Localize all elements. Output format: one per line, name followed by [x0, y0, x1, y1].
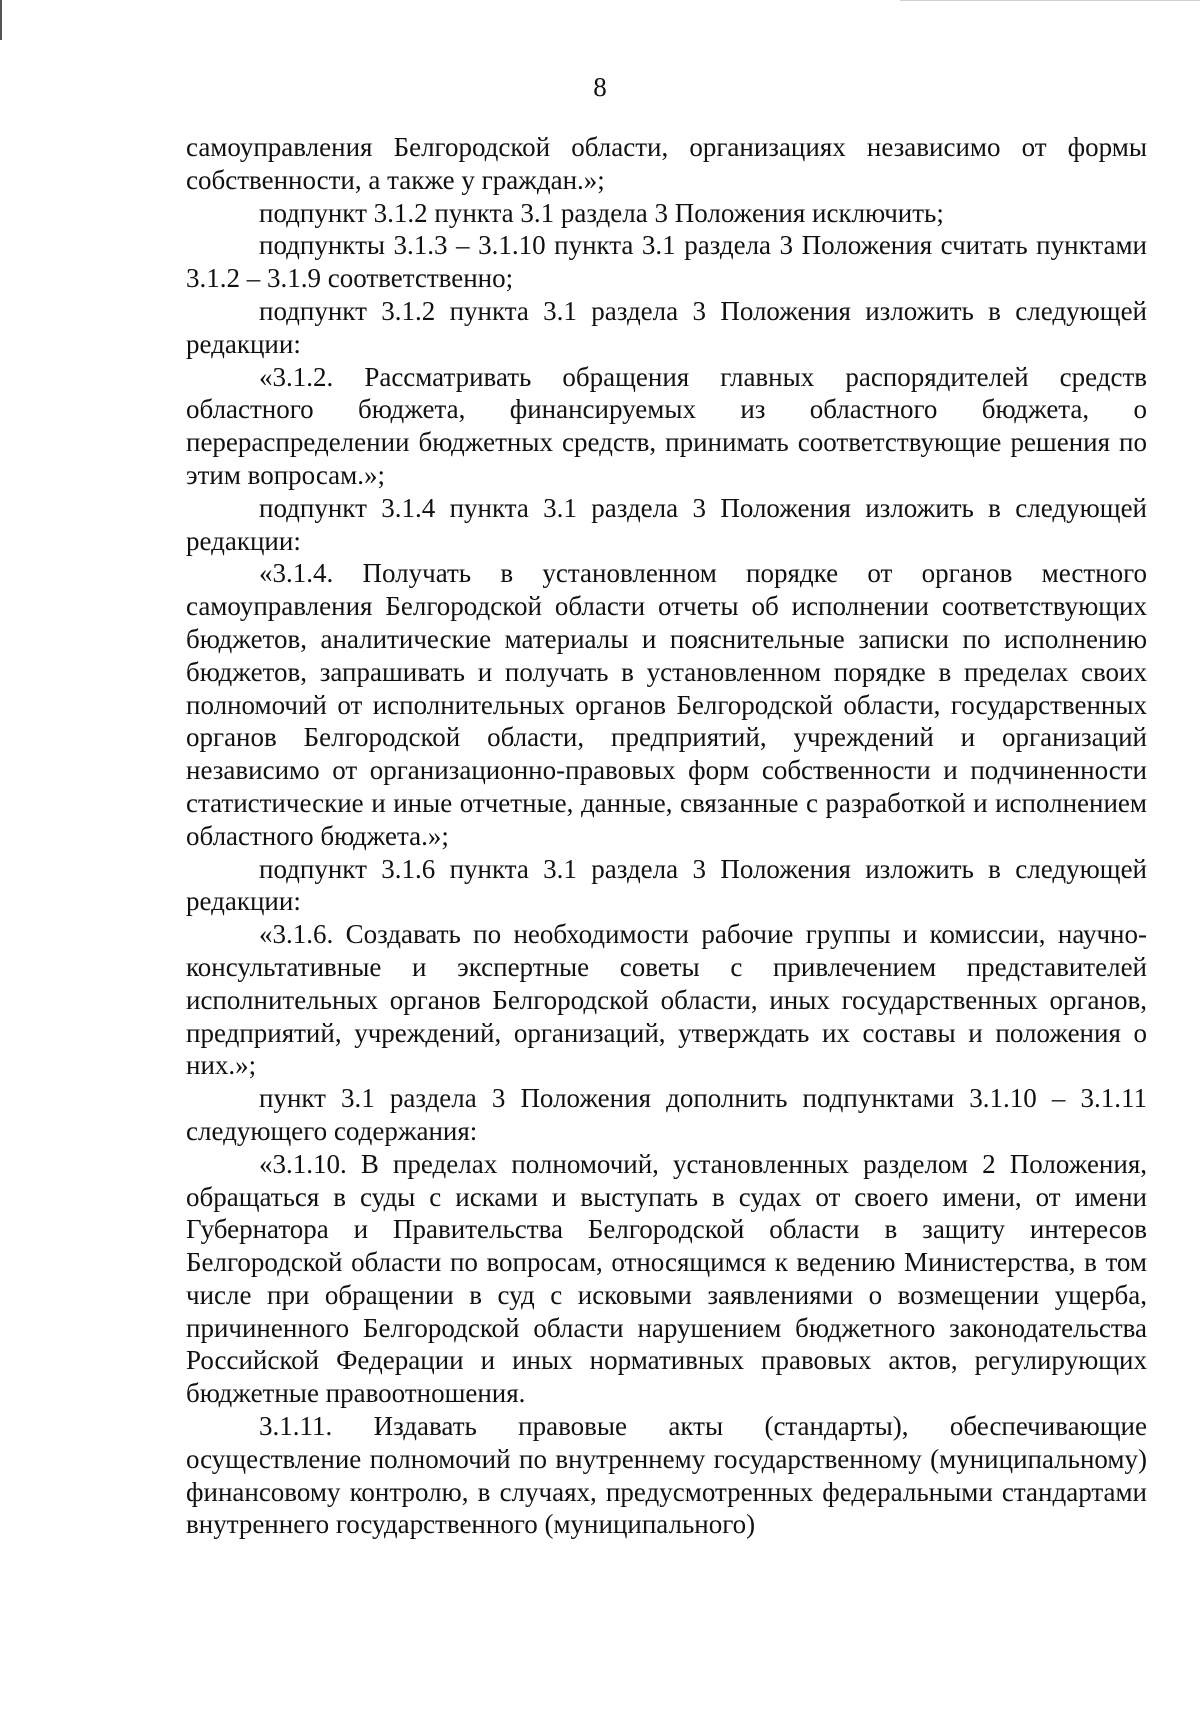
paragraph: подпункты 3.1.3 – 3.1.10 пункта 3.1 раздела 3 Положения считать пунктами 3.1.2 – 3.1.9 соответственно;	[186, 230, 1147, 294]
paragraph-quote: «3.1.6. Создавать по необходимости рабочие группы и комиссии, научно-консультативные и экспертные советы с привлечением представителей исполнительных органов Белгородской области, иных государственных органов, предприятий, учреждений, организаций, утверждать их составы и положения о них.»;	[186, 919, 1147, 1081]
paragraph: подпункт 3.1.2 пункта 3.1 раздела 3 Положения исключить;	[259, 197, 944, 228]
paragraph: подпункт 3.1.4 пункта 3.1 раздела 3 Положения изложить в следующей редакции:	[186, 492, 1147, 556]
scan-edge-mark	[0, 0, 2, 40]
page-number: 8	[593, 72, 607, 102]
paragraph: подпункт 3.1.6 пункта 3.1 раздела 3 Положения изложить в следующей редакции:	[186, 853, 1147, 917]
paragraph-continuation: самоуправления Белгородской области, организациях независимо от формы собственности, а также у граждан.»;	[186, 132, 1147, 195]
scan-top-rule	[900, 0, 1200, 1]
paragraph: подпункт 3.1.2 пункта 3.1 раздела 3 Положения изложить в следующей редакции:	[186, 295, 1147, 359]
document-body	[186, 131, 1147, 1541]
paragraph-quote: «3.1.10. В пределах полномочий, установленных разделом 2 Положения, обращаться в суды с исками и выступать в судах от своего имени, от имени Губернатора и Правительства Белгородской области в защиту интересов Белгородской области по вопросам, относящимся к ведению Министерства, в том числе при обращении в суд с исковыми заявлениями о возмещении ущерба, причиненного Белгородской области нарушением бюджетного законодательства Российской Федерации и иных нормативных правовых актов, регулирующих бюджетные правоотношения.	[186, 1148, 1147, 1409]
paragraph: 3.1.11. Издавать правовые акты (стандарты), обеспечивающие осуществление полномочий по внутреннему государственному (муниципальному) финансовому контролю, в случаях, предусмотренных федеральными стандартами внутреннего государственного (муниципального)	[186, 1411, 1147, 1540]
paragraph-quote: «3.1.2. Рассматривать обращения главных распорядителей средств областного бюджета, финансируемых из областного бюджета, о перераспределении бюджетных средств, принимать соответствующие решения по этим вопросам.»;	[186, 361, 1147, 490]
paragraph: пункт 3.1 раздела 3 Положения дополнить подпунктами 3.1.10 – 3.1.11 следующего содержания:	[186, 1083, 1147, 1146]
paragraph-quote: «3.1.4. Получать в установленном порядке от органов местного самоуправления Белгородской области отчеты об исполнении соответствующих бюджетов, аналитические материалы и пояснительные записки по исполнению бюджетов, запрашивать и получать в установленном порядке в пределах своих полномочий от исполнительных органов Белгородской области, государственных органов Белгородской области, предприятий, учреждений и организаций независимо от организационно-правовых форм собственности и подчиненности статистические и иные отчетные, данные, связанные с разработкой и исполнением областного бюджета.»;	[186, 558, 1147, 851]
